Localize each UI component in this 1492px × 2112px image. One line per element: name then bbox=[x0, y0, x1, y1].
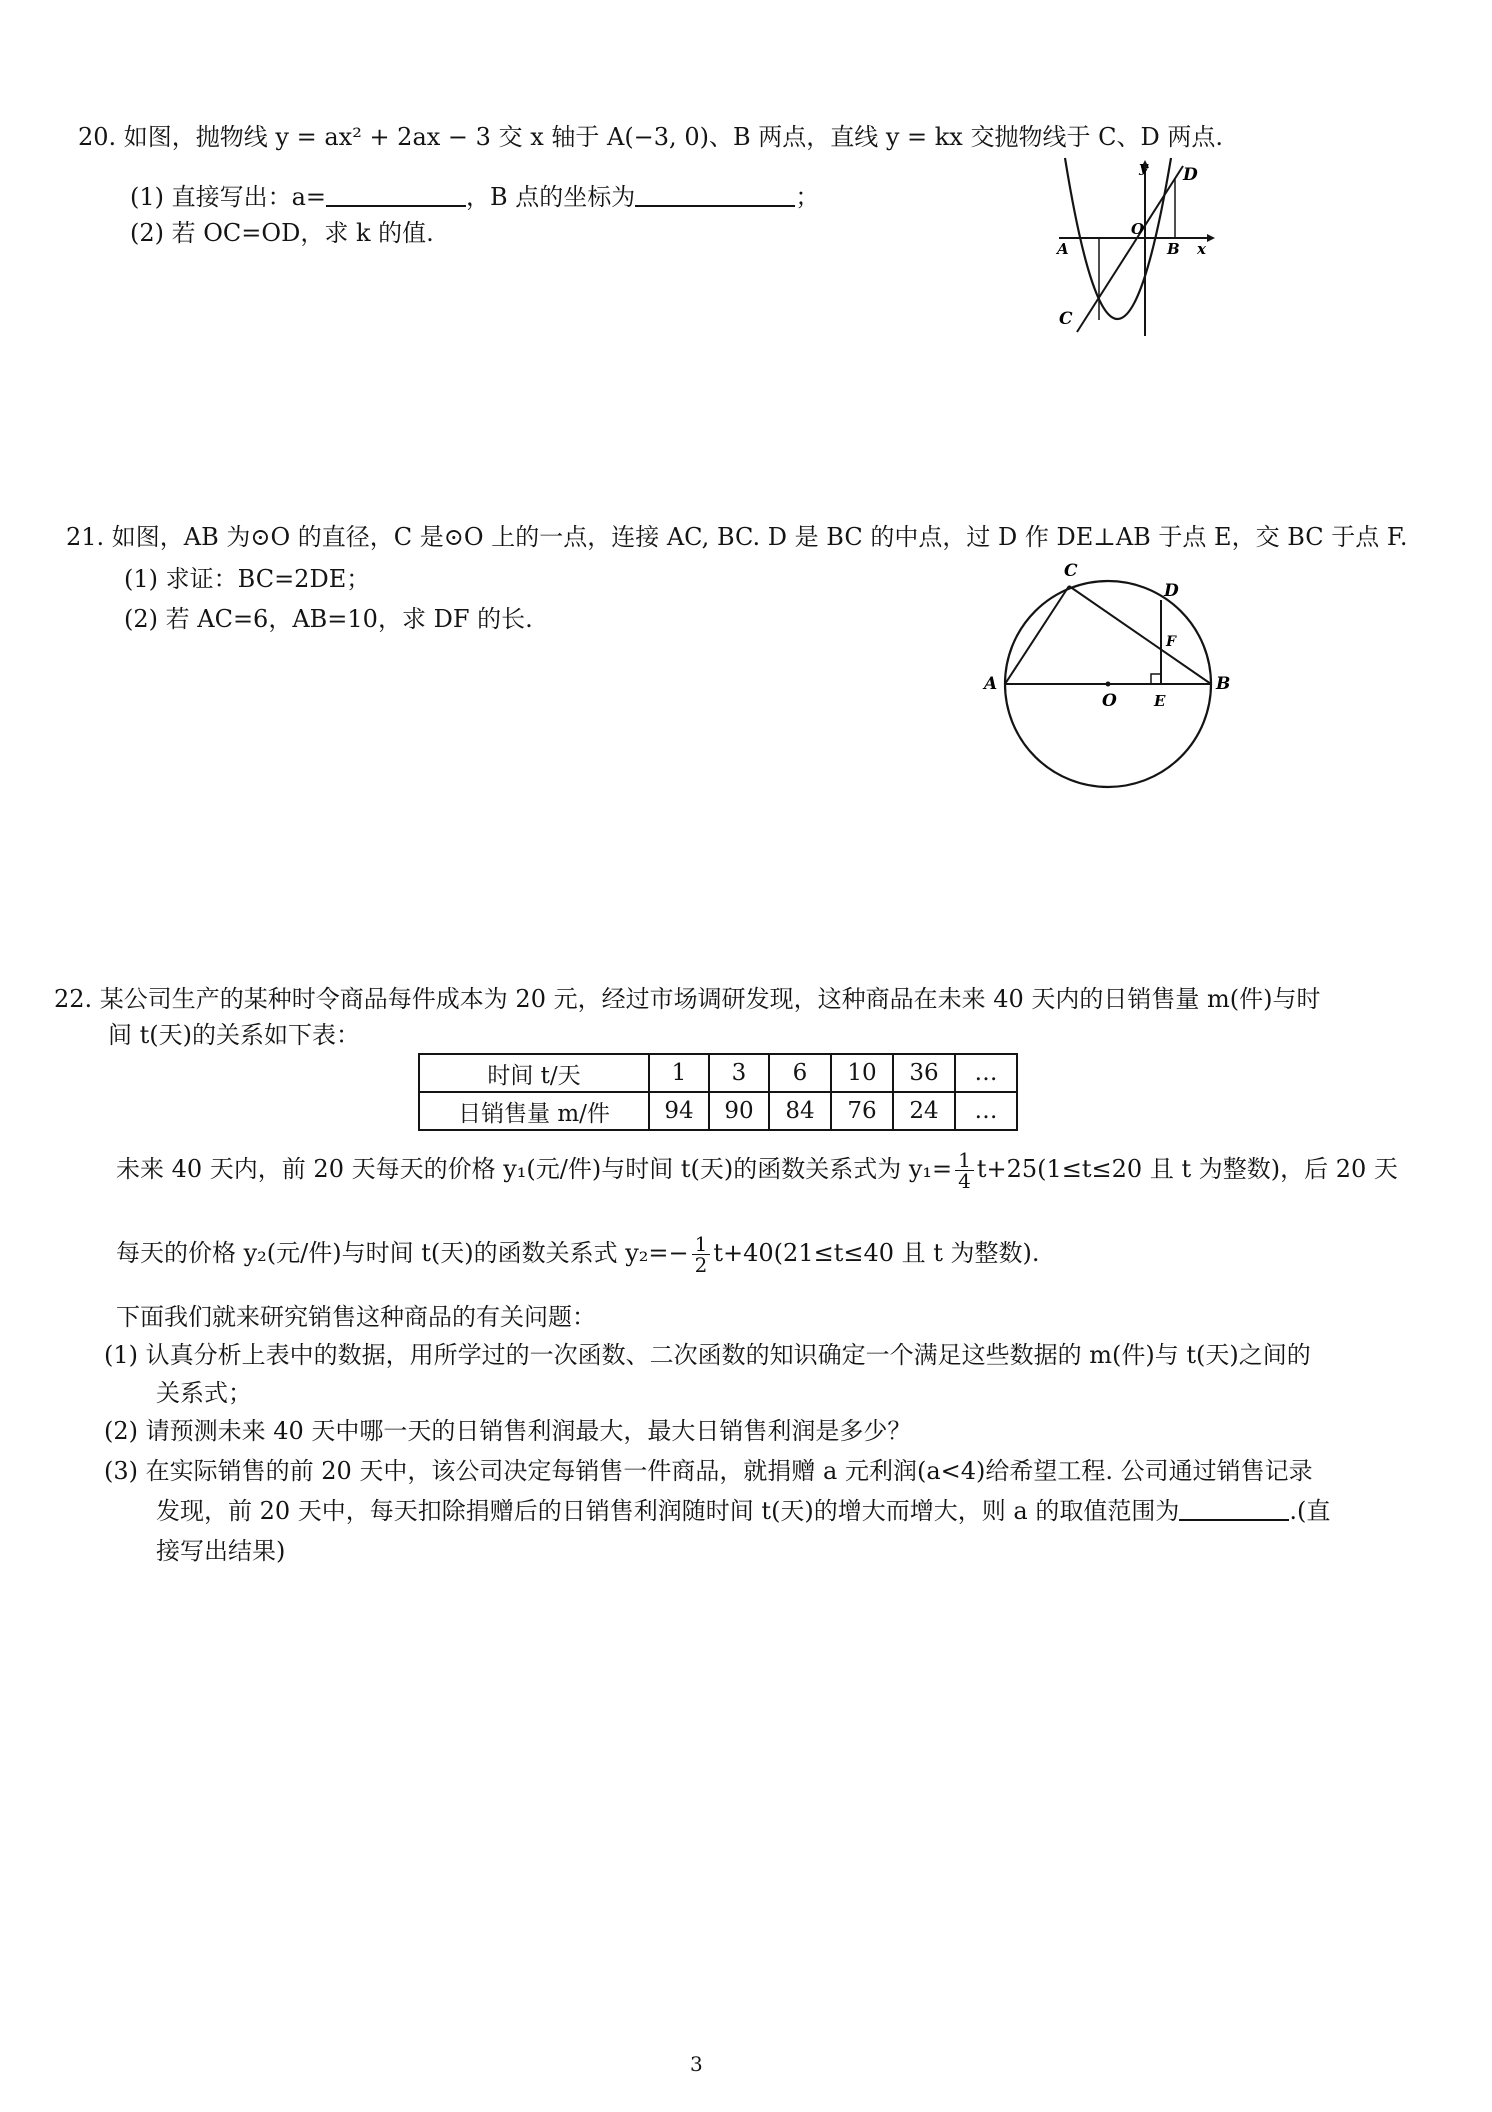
q21-label-a: A bbox=[984, 674, 998, 694]
table-cell: 94 bbox=[649, 1092, 709, 1130]
page-number: 3 bbox=[690, 2052, 703, 2076]
q22-part3-line2 bbox=[156, 1494, 1330, 1528]
table-cell: 84 bbox=[769, 1092, 831, 1130]
fraction-denominator: 4 bbox=[958, 1169, 971, 1193]
q21-segment-bc bbox=[1069, 586, 1211, 684]
q21-label-f: F bbox=[1166, 634, 1176, 650]
q20-label-b: B bbox=[1167, 240, 1180, 258]
q20-part1-prefix: (1) 直接写出：a= bbox=[130, 183, 327, 211]
q21-part2: (2) 若 AC=6，AB=10，求 DF 的长. bbox=[124, 605, 533, 633]
table-row bbox=[419, 1054, 1017, 1092]
table-header-cell: 时间 t/天 bbox=[419, 1054, 649, 1092]
q21-circle-figure bbox=[980, 552, 1230, 792]
table-cell: 36 bbox=[893, 1054, 955, 1092]
table-row bbox=[419, 1092, 1017, 1130]
q20-label-d: D bbox=[1183, 165, 1198, 185]
q20-label-x: x bbox=[1197, 240, 1206, 258]
table-cell: 90 bbox=[709, 1092, 769, 1130]
table-cell: 6 bbox=[769, 1054, 831, 1092]
q20-part1-middle: ，B 点的坐标为 bbox=[466, 183, 636, 211]
table-cell: 24 bbox=[893, 1092, 955, 1130]
q20-label-o: O bbox=[1131, 220, 1145, 238]
table-cell: 10 bbox=[831, 1054, 893, 1092]
table-cell: … bbox=[955, 1092, 1017, 1130]
q22-price1-text-a: 未来 40 天内，前 20 天每天的价格 y₁(元/件)与时间 t(天)的函数关系式为 y₁= bbox=[116, 1155, 953, 1183]
q22-fraction-half bbox=[692, 1234, 711, 1275]
q20-answer-blank-a bbox=[326, 181, 466, 207]
q21-label-o: O bbox=[1102, 691, 1117, 711]
q21-segment-ac bbox=[1005, 586, 1069, 684]
q20-label-y: y bbox=[1139, 158, 1148, 176]
q20-stem: 20. 如图，抛物线 y = ax² + 2ax − 3 交 x 轴于 A(−3, 0)、B 两点，直线 y = kx 交抛物线于 C、D 两点. bbox=[78, 123, 1223, 151]
q22-stem-line2: 间 t(天)的关系如下表： bbox=[108, 1021, 360, 1049]
q22-part2: (2) 请预测未来 40 天中哪一天的日销售利润最大，最大日销售利润是多少？ bbox=[104, 1417, 912, 1445]
q21-center-point bbox=[1106, 682, 1111, 687]
q21-right-angle-mark bbox=[1151, 674, 1161, 684]
q22-answer-blank bbox=[1179, 1495, 1289, 1521]
q22-data-table bbox=[418, 1053, 1018, 1131]
q22-part1-line1: (1) 认真分析上表中的数据，用所学过的一次函数、二次函数的知识确定一个满足这些数据的 m(件)与 t(天)之间的 bbox=[104, 1341, 1311, 1369]
q22-part3-line1: (3) 在实际销售的前 20 天中，该公司决定每销售一件商品，就捐赠 a 元利润(a<4)给希望工程. 公司通过销售记录 bbox=[104, 1457, 1313, 1485]
q20-part1 bbox=[130, 180, 819, 214]
q22-part3-line3: 接写出结果) bbox=[156, 1537, 286, 1565]
q22-fraction-quarter bbox=[955, 1150, 974, 1191]
q21-part1: (1) 求证：BC=2DE； bbox=[124, 565, 371, 593]
q21-stem: 21. 如图，AB 为⊙O 的直径，C 是⊙O 上的一点，连接 AC, BC. D 是 BC 的中点，过 D 作 DE⊥AB 于点 E，交 BC 于点 F. bbox=[66, 523, 1408, 551]
q22-price2-text-b: t+40(21≤t≤40 且 t 为整数). bbox=[713, 1239, 1040, 1267]
q22-intro: 下面我们就来研究销售这种商品的有关问题： bbox=[116, 1303, 596, 1331]
q21-label-d: D bbox=[1164, 581, 1179, 601]
table-header-cell: 日销售量 m/件 bbox=[419, 1092, 649, 1130]
fraction-numerator: 1 bbox=[955, 1150, 974, 1171]
q20-part1-end: ； bbox=[795, 183, 820, 211]
fraction-denominator: 2 bbox=[694, 1253, 708, 1277]
table-cell: 3 bbox=[709, 1054, 769, 1092]
q22-stem-line1: 22. 某公司生产的某种时令商品每件成本为 20 元，经过市场调研发现，这种商品在未来 40 天内的日销售量 m(件)与时 bbox=[54, 985, 1321, 1013]
table-cell: … bbox=[955, 1054, 1017, 1092]
q21-label-e: E bbox=[1154, 692, 1166, 710]
q22-price-formula-2 bbox=[116, 1234, 1040, 1275]
q20-answer-blank-b bbox=[635, 181, 795, 207]
fraction-numerator: 1 bbox=[692, 1234, 711, 1255]
table-cell: 76 bbox=[831, 1092, 893, 1130]
table-cell: 1 bbox=[649, 1054, 709, 1092]
q22-price2-text-a: 每天的价格 y₂(元/件)与时间 t(天)的函数关系式 y₂=− bbox=[116, 1239, 689, 1267]
q20-label-a: A bbox=[1057, 240, 1069, 258]
q22-part3-text-a: 发现，前 20 天中，每天扣除捐赠后的日销售利润随时间 t(天)的增大而增大，则 a 的取值范围为 bbox=[156, 1497, 1180, 1525]
q21-label-c: C bbox=[1064, 561, 1078, 581]
q22-price-formula-1 bbox=[116, 1150, 1398, 1191]
q22-part3-text-b: .(直 bbox=[1289, 1497, 1331, 1525]
q22-part1-line2: 关系式； bbox=[156, 1379, 252, 1407]
q20-part2: (2) 若 OC=OD，求 k 的值. bbox=[130, 219, 434, 247]
q20-label-c: C bbox=[1059, 309, 1073, 329]
q20-x-arrow bbox=[1207, 234, 1215, 242]
q20-parabola-figure bbox=[1055, 150, 1220, 340]
q22-price1-text-b: t+25(1≤t≤20 且 t 为整数)，后 20 天 bbox=[976, 1155, 1398, 1183]
q21-label-b: B bbox=[1216, 674, 1230, 694]
